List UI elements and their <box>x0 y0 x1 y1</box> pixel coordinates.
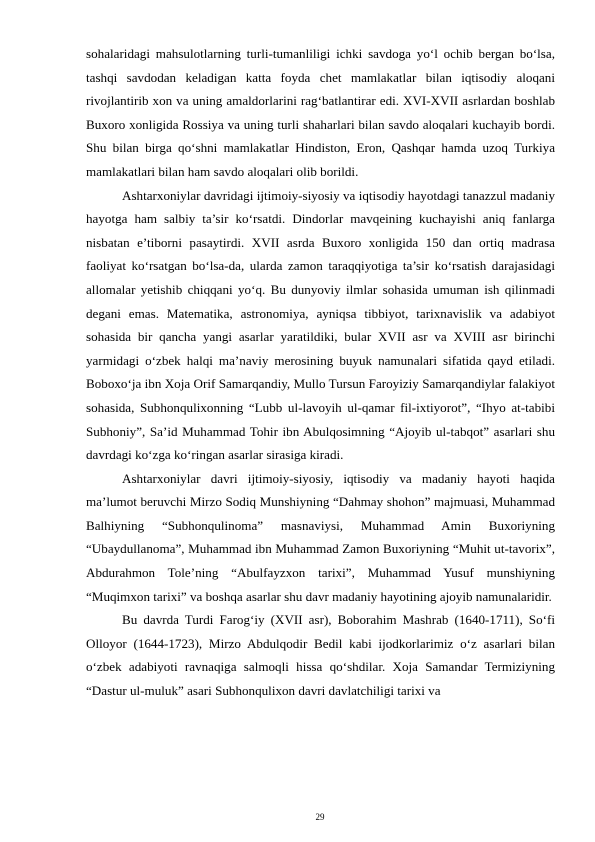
paragraph-2: Ashtarxoniylar davridagi ijtimoiy-siyosiy va iqtisodiy hayotdagi tanazzul madaniy hayotga ham salbiy ta’sir ko‘rsatdi. Dindorlar mavqeining kuchayishi aniq fanlarga nisbatan e’tiborni pasaytirdi. XVII asrda Buxoro xonligida 150 dan ortiq madrasa faoliyat ko‘rsatgan bo‘lsa-da, ularda zamon taraqqiyotiga ta’sir ko‘rsatish darajasidagi allomalar yetishib chiqqani yo‘q. Bu dunyoviy ilmlar sohasida umuman ish qilinmadi degani emas. Matematika, astronomiya, ayniqsa tibbiyot, tarixnavislik va adabiyot sohasida bir qancha yangi asarlar yaratildiki, bular XVII asr va XVIII asr birinchi yarmidagi o‘zbek halqi ma’naviy merosining buyuk namunalari sifatida qayd etiladi. Boboxo‘ja ibn Xoja Orif Samarqandiy, Mullo Tursun Faroyiziy Samarqandiylar falakiyot sohasida, Subhonqulixonning “Lubb ul-lavoyih ul-qamar fil-ixtiyorot”, “Ihyo at-tabibi Subhoniy”, Sa’id Muhammad Tohir ibn Abulqosimning “Ajoyib ul-tabqot” asarlari shu davrdagi ko‘zga ko‘ringan asarlar sirasiga kiradi. <box>86 187 555 463</box>
page-number: 29 <box>315 812 325 822</box>
paragraph-1: sohalaridagi mahsulotlarning turli-tumanliligi ichki savdoga yo‘l ochib bergan bo‘lsa, tashqi savdodan keladigan katta foyda chet mamlakatlar bilan iqtisodiy aloqani rivojlantirib xon va uning amaldorlarini rag‘batlantirar edi. XVI-XVII asrlardan boshlab Buxoro xonligida Rossiya va uning turli shaharlari bilan savdo aloqalari kuchayib bordi. Shu bilan birga qo‘shni mamlakatlar Hindiston, Eron, Qashqar hamda uzoq Turkiya mamlakatlari bilan ham savdo aloqalari olib borildi. <box>86 46 555 179</box>
paragraph-3: Ashtarxoniylar davri ijtimoiy-siyosiy, iqtisodiy va madaniy hayoti haqida ma’lumot beruvchi Mirzo Sodiq Munshiyning “Dahmay shohon” majmuasi, Muhammad Balhiyning “Subhonqulinoma” masnaviysi, Muhammad Amin Buxoriyning “Ubaydullanoma”, Muhammad ibn Muhammad Zamon Buxoriyning “Muhit ut-tavorix”, Abdurahmon Tole’ning “Abulfayzxon tarixi”, Muhammad Yusuf munshiyning “Muqimxon tarixi” va boshqa asarlar shu davr madaniy hayotining ajoyib namunalaridir. <box>86 470 555 604</box>
paragraph-4: Bu davrda Turdi Farog‘iy (XVII asr), Boborahim Mashrab (1640-1711), So‘fi Olloyor (1644-1723), Mirzo Abdulqodir Bedil kabi ijodkorlarimiz o‘z asarlari bilan o‘zbek adabiyoti ravnaqiga salmoqli hissa qo‘shdilar. Xoja Samandar Termiziyning “Dastur ul-muluk” asari Subhonqulixon davri davlatchiligi tarixi va <box>86 612 555 699</box>
page-body <box>86 42 555 703</box>
